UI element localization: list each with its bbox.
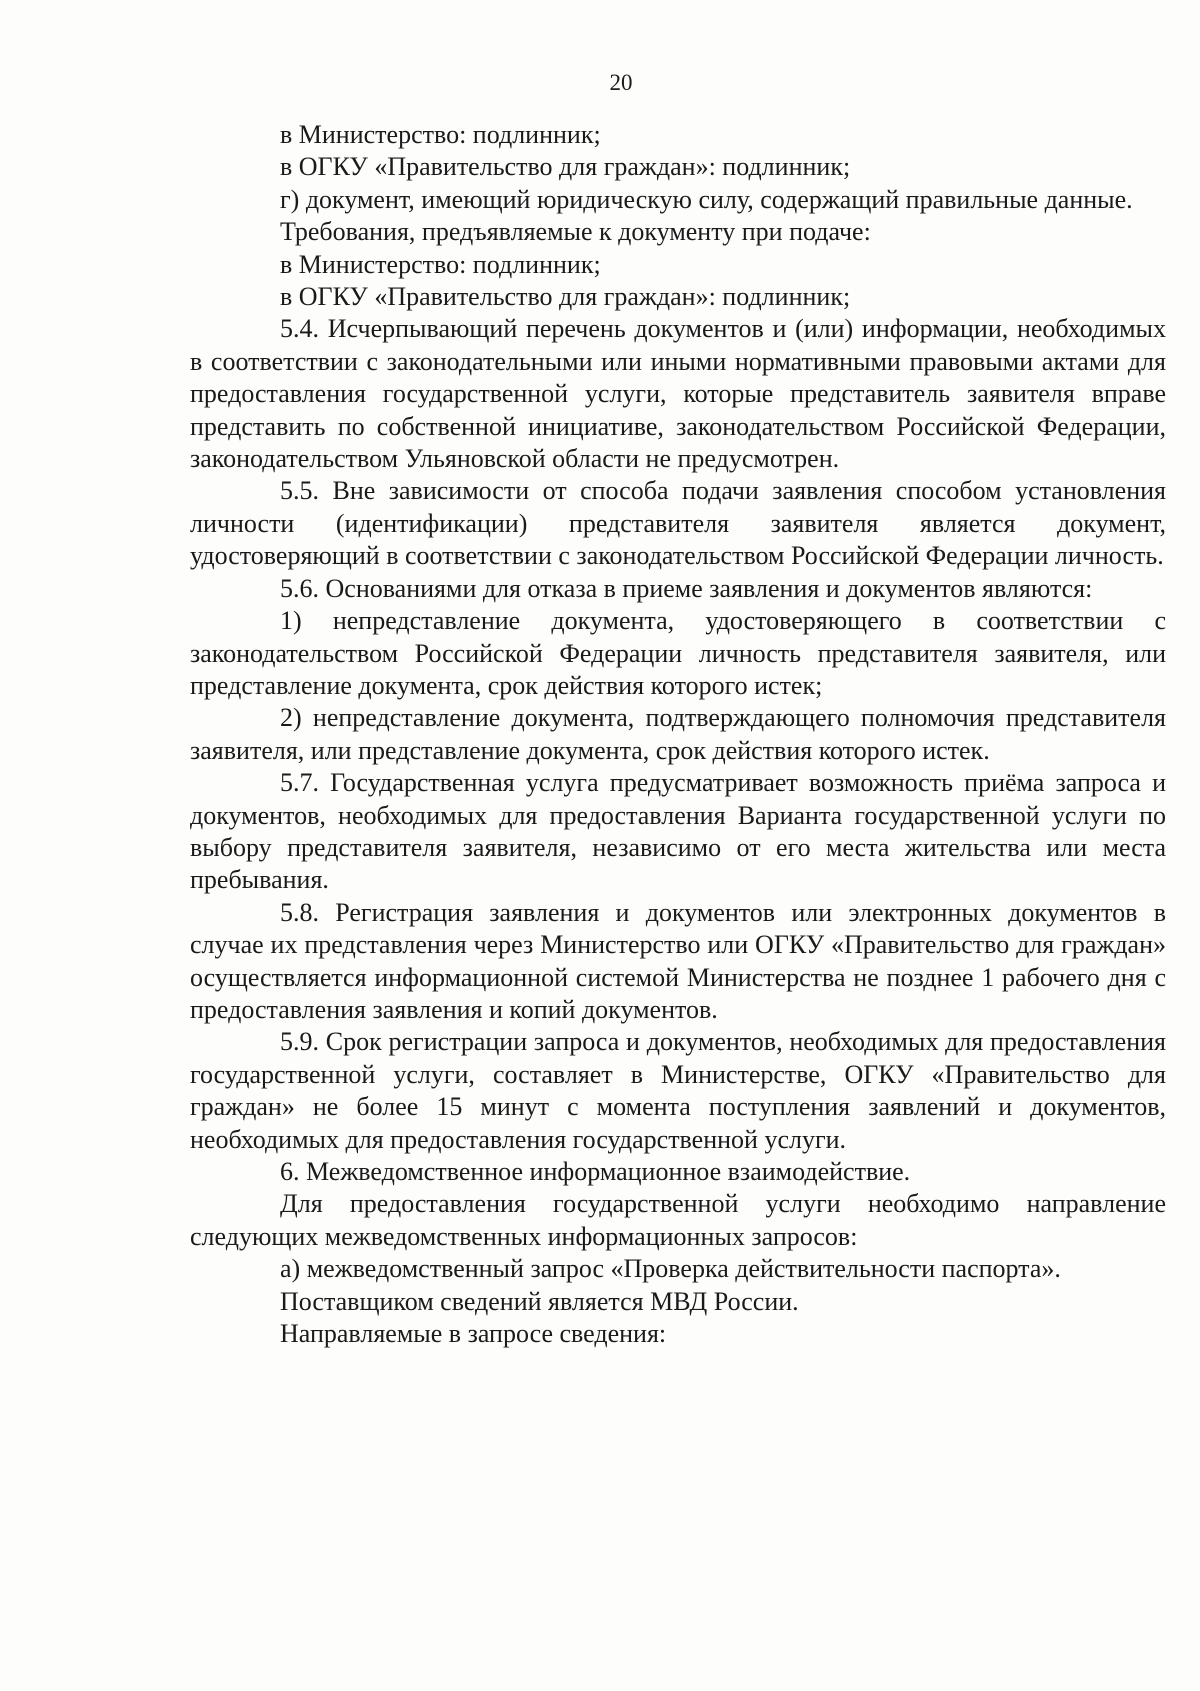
paragraph: 2) непредставление документа, подтверждающего полномочия представителя заявителя, или представление документа, срок действия которого истек.	[190, 703, 1166, 765]
paragraph: 5.8. Регистрация заявления и документов или электронных документов в случае их представления через Министерство или ОГКУ «Правительство для граждан» осуществляется информационной системой Министерства не позднее 1 рабочего дня с предоставления заявления и копий документов.	[190, 897, 1166, 1024]
paragraph: а) межведомственный запрос «Проверка действительности паспорта».	[280, 1254, 1061, 1284]
paragraph: в ОГКУ «Правительство для граждан»: подлинник;	[280, 152, 851, 182]
paragraph: в ОГКУ «Правительство для граждан»: подлинник;	[280, 282, 851, 312]
paragraph: Поставщиком сведений является МВД России.	[280, 1286, 799, 1316]
paragraph: 1) непредставление документа, удостоверяющего в соответствии с законодательством Российской Федерации личность представителя заявителя, или представление документа, срок действия которого истек;	[190, 606, 1166, 700]
paragraph: 5.4. Исчерпывающий перечень документов и (или) информации, необходимых в соответствии с законодательными или иными нормативными правовыми актами для предоставления государственной услуги, которые представитель заявителя вправе представить по собственной инициативе, законодательством Российской Федерации, законодательством Ульяновской области не предусмотрен.	[190, 314, 1166, 474]
paragraph: Направляемые в запросе сведения:	[280, 1319, 667, 1349]
paragraph: г) документ, имеющий юридическую силу, содержащий правильные данные.	[280, 184, 1133, 214]
paragraph: 5.5. Вне зависимости от способа подачи заявления способом установления личности (идентификации) представителя заявителя является документ, удостоверяющий в соответствии с законодательством Российской Федерации личность.	[190, 476, 1166, 571]
paragraph: 5.7. Государственная услуга предусматривает возможность приёма запроса и документов, необходимых для предоставления Варианта государственной услуги по выбору представителя заявителя, независимо от его места жительства или места пребывания.	[190, 768, 1166, 895]
paragraph: в Министерство: подлинник;	[280, 120, 601, 149]
paragraph: 5.6. Основаниями для отказа в приеме заявления и документов являются:	[280, 573, 1093, 603]
paragraph: Для предоставления государственной услуги необходимо направление следующих межведомственных информационных запросов:	[190, 1189, 1166, 1251]
document-body	[190, 119, 1166, 1350]
page-number: 20	[609, 70, 633, 95]
paragraph: 6. Межведомственное информационное взаимодействие.	[280, 1157, 911, 1186]
paragraph: в Министерство: подлинник;	[280, 249, 601, 279]
paragraph: Требования, предъявляемые к документу при подаче:	[280, 217, 871, 247]
paragraph: 5.9. Срок регистрации запроса и документов, необходимых для предоставления государственной услуги, составляет в Министерстве, ОГКУ «Правительство для граждан» не более 15 минут с момента поступления заявлений и документов, необходимых для предоставления государственной услуги.	[190, 1027, 1166, 1154]
